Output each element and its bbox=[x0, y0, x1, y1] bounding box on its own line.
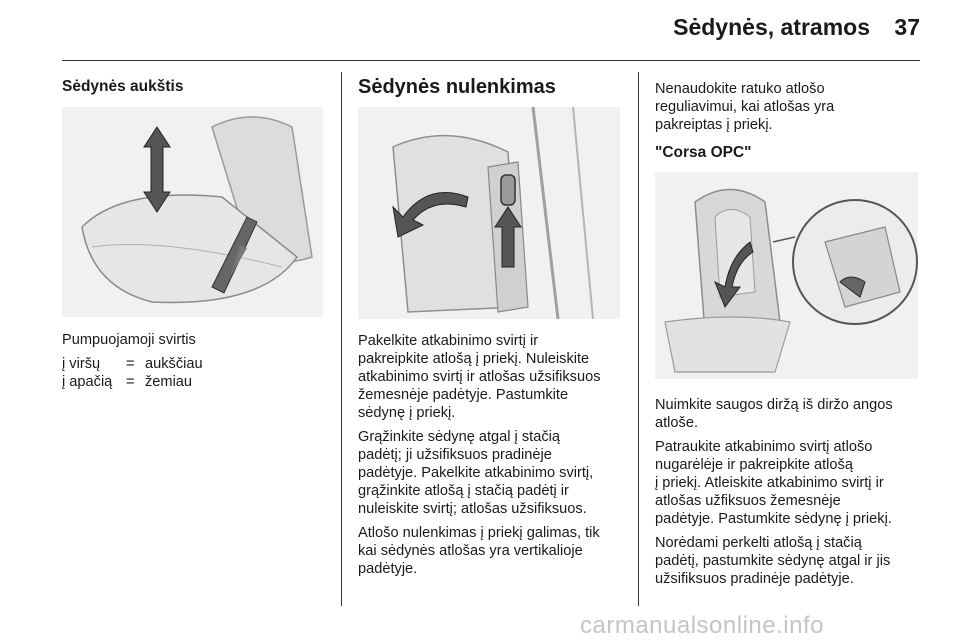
instruction-line: sėdynę į priekį. bbox=[358, 405, 456, 421]
lever-direction-table bbox=[62, 355, 203, 391]
instruction-line: padėtį, pastumkite sėdynę atgal ir jis bbox=[655, 553, 891, 569]
seat-height-lever-illustration bbox=[62, 107, 323, 317]
instruction-line: pakreiptas į priekį. bbox=[655, 117, 773, 133]
seat-height-heading: Sėdynės aukštis bbox=[62, 78, 184, 95]
corsa-opc-heading: "Corsa OPC" bbox=[655, 144, 752, 161]
seat-fold-lever-illustration bbox=[358, 107, 620, 319]
instruction-line: Patraukite atkabinimo svirtį atlošo bbox=[655, 439, 873, 455]
equals-cell: = bbox=[126, 356, 135, 372]
instruction-line: nuleiskite svirtį; atlošas užsifiksuos. bbox=[358, 501, 587, 517]
result-cell: aukščiau bbox=[145, 356, 203, 372]
instruction-line: nugarėlėje ir pakreipkite atlošą bbox=[655, 457, 853, 473]
instruction-line: Norėdami perkelti atlošą į stačią bbox=[655, 535, 862, 551]
column-divider-2 bbox=[638, 72, 639, 606]
instruction-line: Atlošo nulenkimas į priekį galimas, tik bbox=[358, 525, 600, 541]
instruction-line: atloše. bbox=[655, 415, 698, 431]
header-divider bbox=[62, 60, 920, 61]
instruction-line: padėtį; ji užsifiksuos pradinėje bbox=[358, 447, 552, 463]
instruction-line: padėtyje. Pastumkite sėdynę į priekį. bbox=[655, 511, 892, 527]
instruction-line: kai sėdynės atlošas yra vertikalioje bbox=[358, 543, 583, 559]
page-title: Sėdynės, atramos bbox=[673, 14, 870, 40]
instruction-line: žemesnėje padėtyje. Pastumkite bbox=[358, 387, 569, 403]
page-number: 37 bbox=[894, 14, 920, 40]
instruction-line: užsifiksuos pradinėje padėtyje. bbox=[655, 571, 854, 587]
instruction-line: reguliavimui, kai atlošas yra bbox=[655, 99, 835, 115]
equals-cell: = bbox=[126, 374, 135, 390]
instruction-line: į priekį. Atleiskite atkabinimo svirtį ir bbox=[655, 475, 884, 491]
watermark-text: carmanualsonline.info bbox=[580, 612, 824, 639]
pump-lever-caption: Pumpuojamoji svirtis bbox=[62, 332, 196, 348]
seat-fold-heading: Sėdynės nulenkimas bbox=[358, 76, 556, 98]
column-divider-1 bbox=[341, 72, 342, 606]
instruction-line: Nenaudokite ratuko atlošo bbox=[655, 81, 825, 97]
result-cell: žemiau bbox=[145, 374, 193, 390]
instruction-line: grąžinkite atlošą į stačią padėtį ir bbox=[358, 483, 569, 499]
table-row bbox=[62, 355, 203, 373]
instruction-line: pakreipkite atlošą į priekį. Nuleiskite bbox=[358, 351, 590, 367]
instruction-line: padėtyje. bbox=[358, 561, 418, 577]
instruction-line: atkabinimo svirtį ir atlošas užsifiksuos bbox=[358, 369, 601, 385]
instruction-line: Pakelkite atkabinimo svirtį ir bbox=[358, 333, 539, 349]
opc-seat-fold-illustration bbox=[655, 172, 918, 379]
instruction-line: Nuimkite saugos diržą iš diržo angos bbox=[655, 397, 893, 413]
table-row bbox=[62, 373, 203, 391]
instruction-line: padėtyje. Pakelkite atkabinimo svirtį, bbox=[358, 465, 594, 481]
instruction-line: Grąžinkite sėdynę atgal į stačią bbox=[358, 429, 560, 445]
instruction-line: atlošas užfiksuos žemesnėje bbox=[655, 493, 841, 509]
direction-cell: į apačią bbox=[62, 374, 113, 390]
direction-cell: į viršų bbox=[62, 356, 101, 372]
